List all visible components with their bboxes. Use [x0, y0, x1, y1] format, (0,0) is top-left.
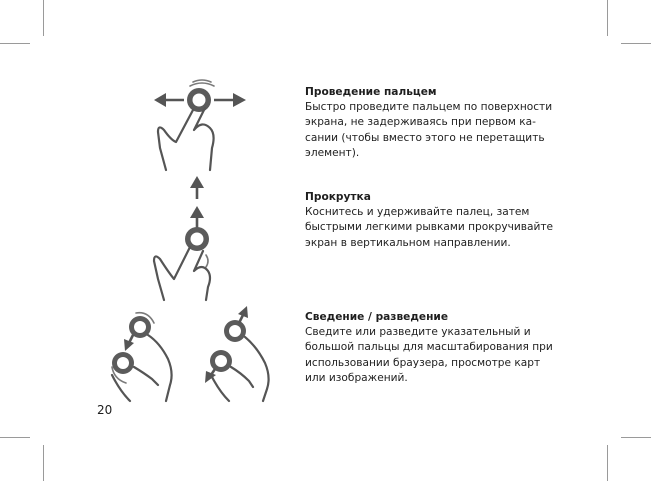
crop-mark-left-bottom	[0, 437, 30, 438]
body-line: элемент).	[305, 147, 360, 160]
crop-mark-top-left	[43, 0, 44, 36]
section-title: Сведение / разведение	[305, 311, 449, 323]
crop-mark-bottom-right	[607, 445, 608, 481]
section-title: Прокрутка	[305, 191, 371, 203]
spread-gesture-icon	[195, 305, 295, 405]
body-line: экран в вертикальном направлении.	[305, 236, 511, 249]
body-line: Коснитесь и удерживайте палец, затем	[305, 206, 530, 218]
body-line: Сведите или разведите указательный и	[305, 326, 531, 338]
body-line: сании (чтобы вместо этого не перетащить	[305, 131, 545, 144]
scroll-gesture-icon	[150, 175, 230, 305]
body-line: большой пальцы для масштабирования при	[305, 341, 553, 354]
page-number: 20	[97, 403, 113, 417]
section-body	[305, 325, 567, 387]
crop-mark-bottom-left	[43, 445, 44, 481]
crop-mark-top-right	[607, 0, 608, 36]
section-pinch	[305, 310, 567, 387]
body-line: экрана, не задерживаясь при первом ка-	[305, 116, 536, 129]
section-body	[305, 100, 567, 162]
body-line: использовании браузера, просмотре карт	[305, 356, 541, 369]
body-line: Быстро проведите пальцем по поверхности	[305, 101, 553, 113]
section-title: Проведение пальцем	[305, 86, 437, 98]
crop-mark-right-bottom	[621, 437, 651, 438]
swipe-gesture-icon	[150, 70, 250, 180]
section-body	[305, 205, 567, 251]
body-line: или изображений.	[305, 372, 408, 385]
section-swipe	[305, 85, 567, 162]
pinch-gesture-icon	[100, 305, 200, 405]
section-scroll	[305, 190, 567, 251]
body-line: быстрыми легкими рывками прокручивайте	[305, 221, 554, 234]
crop-mark-left-top	[0, 43, 30, 44]
crop-mark-right-top	[621, 43, 651, 44]
